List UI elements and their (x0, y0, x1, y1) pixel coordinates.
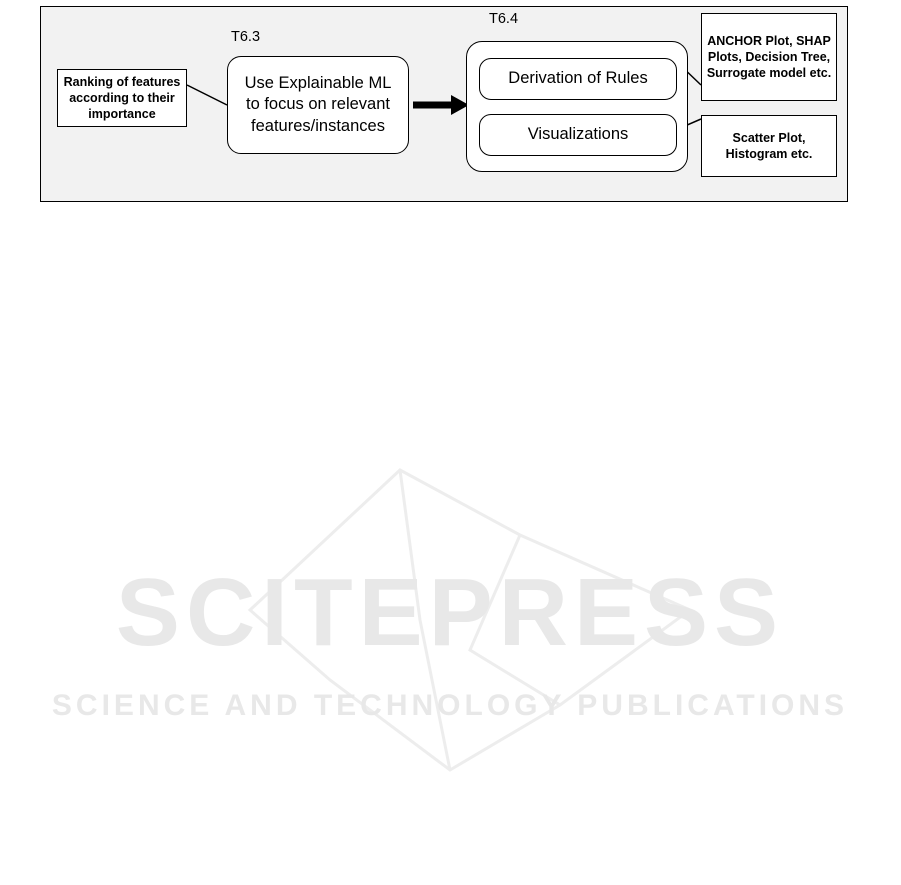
node-use-explainable-ml (227, 56, 409, 154)
node-derivation-of-rules (479, 58, 677, 100)
node-ranking-of-features (57, 69, 187, 127)
watermark-book-page (470, 535, 560, 705)
diagram-container (40, 6, 848, 202)
node-visualization-examples (701, 115, 837, 177)
watermark (0, 440, 901, 860)
node-visualization-examples-label: Scatter Plot, Histogram etc. (725, 131, 813, 161)
node-rules-examples (701, 13, 837, 101)
edge-ranking-to-explainable (187, 85, 227, 105)
watermark-book-icon (250, 470, 690, 770)
watermark-subtitle: SCIENCE AND TECHNOLOGY PUBLICATIONS (51, 689, 849, 722)
group-t64 (466, 41, 688, 172)
node-ranking-label: Ranking of features according to their importance (63, 75, 181, 121)
node-visualizations-label: Visualizations (527, 125, 629, 144)
label-t64: T6.4 (489, 11, 519, 27)
node-visualizations (479, 114, 677, 156)
node-rules-examples-label: ANCHOR Plot, SHAP Plots, Decision Tree, Surrogate model etc. (706, 34, 832, 80)
node-explainable-label: Use Explainable ML to focus on relevant features/instances (244, 73, 392, 135)
node-rules-label: Derivation of Rules (508, 69, 648, 88)
watermark-title: SCITEPRESS (115, 559, 785, 666)
watermark-book-fold (400, 470, 450, 770)
label-t63: T6.3 (231, 29, 261, 45)
